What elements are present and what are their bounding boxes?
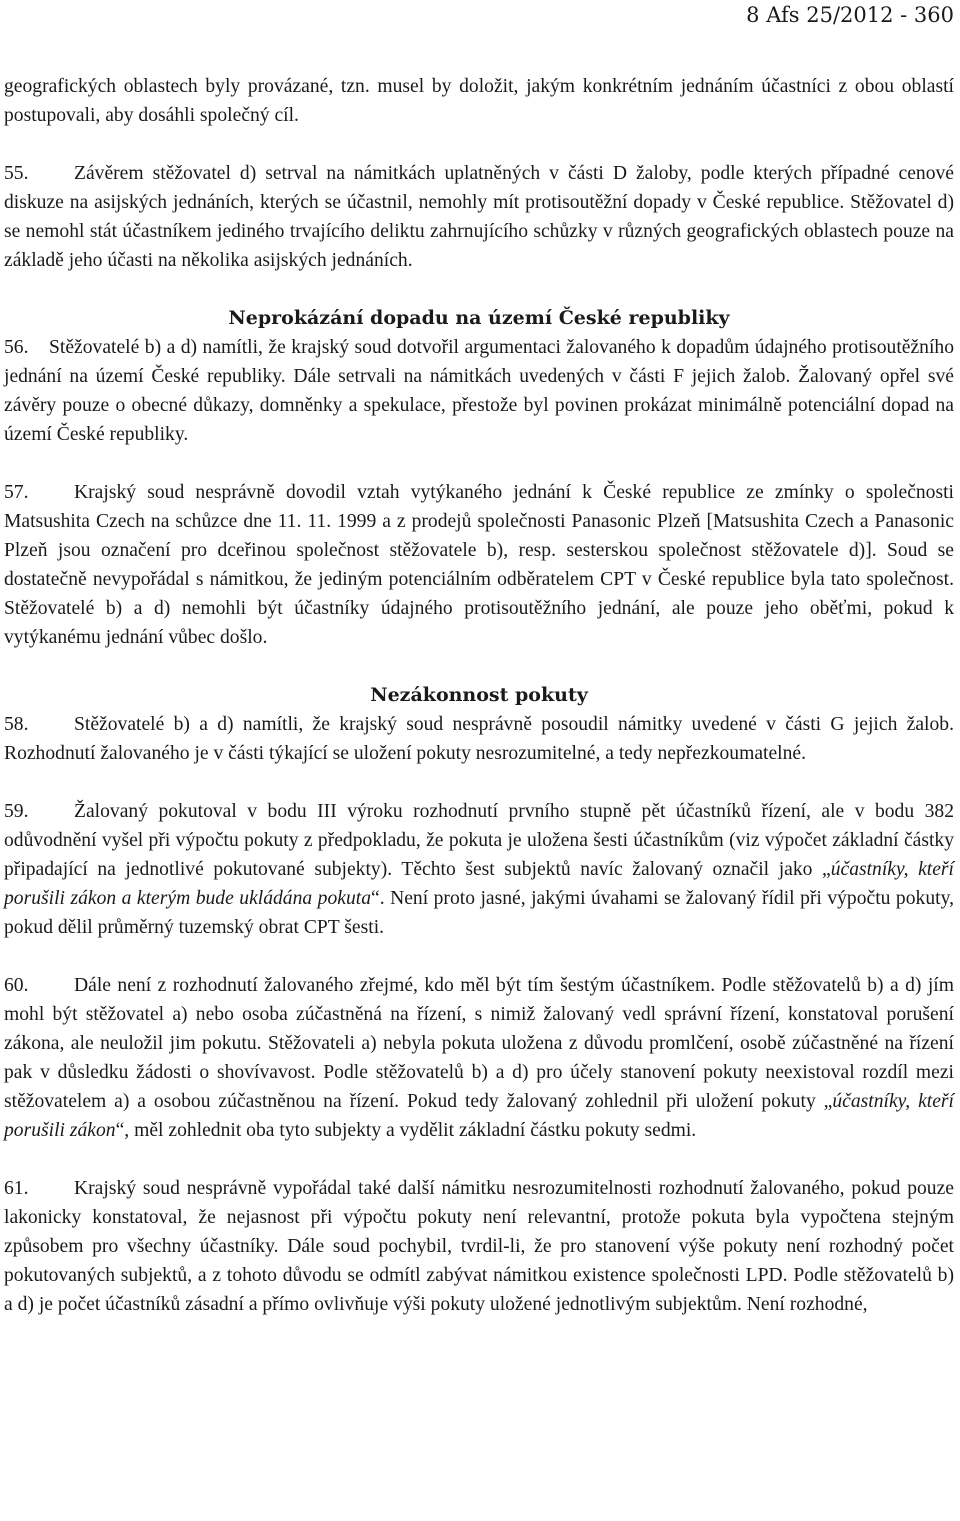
paragraph-number: 61. xyxy=(4,1178,29,1199)
document-body xyxy=(4,72,954,1319)
paragraph-54-continuation: geografických oblastech byly provázané, tzn. musel by doložit, jakým konkrétním jednáním účastníci z obou oblastí postupovali, aby dosáhli společný cíl. xyxy=(4,76,954,126)
paragraph-61 xyxy=(4,1174,954,1319)
paragraph-56 xyxy=(4,333,954,449)
paragraph-number: 56. xyxy=(4,337,29,358)
paragraph-number: 58. xyxy=(4,714,29,735)
paragraph-60 xyxy=(4,971,954,1145)
section-heading-territory: Neprokázání dopadu na území České republiky xyxy=(228,307,730,329)
paragraph-text: Dále není z rozhodnutí žalovaného zřejmé, kdo měl být tím šestým účastníkem. Podle stěžovatelů b) a d) jím mohl být stěžovatel a) nebo osoba zúčastněná na řízení, s nimiž žalovaný vedl správní řízení, konstatoval porušení zákona, ale neuložil jim pokutu. Stěžovateli a) nebyla pokuta uložena z důvodu promlčení, osobě zúčastněné na řízení pak v důsledku žádosti o shovívavost. Podle stěžovatelů b) a d) pro účely stanovení pokuty neexistoval rozdíl mezi stěžovatelem a) a osobou zúčastněnou na řízení. Pokud tedy žalovaný zohlednil při uložení pokuty „ xyxy=(4,975,954,1112)
section-heading-fine: Nezákonnost pokuty xyxy=(370,684,588,706)
quoted-phrase: účastníky, kteří porušili zákon a kterým bude ukládána pokuta xyxy=(4,859,954,909)
paragraph-text: Stěžovatelé b) a d) namítli, že krajský soud nesprávně posoudil námitky uvedené v části G jejich žalob. Rozhodnutí žalovaného je v části týkající se uložení pokuty nesrozumitelné, a tedy nepřezkoumatelné. xyxy=(4,714,954,764)
case-number-header: 8 Afs 25/2012 - 360 xyxy=(746,3,954,27)
quoted-phrase: účastníky, kteří porušili zákon xyxy=(4,1091,954,1141)
paragraph-text: “. Není proto jasné, jakými úvahami se žalovaný řídil při výpočtu pokuty, pokud dělil průměrný tuzemský obrat CPT šesti. xyxy=(4,888,954,938)
paragraph-text: Závěrem stěžovatel d) setrval na námitkách uplatněných v části D žaloby, podle kterých případné cenové diskuze na asijských jednáních, kterých se účastnil, nemohly mít protisoutěžní dopady v České republice. Stěžovatel d) se nemohl stát účastníkem jediného trvajícího deliktu zahrnujícího schůzky v různých geografických oblastech pouze na základě jeho účasti na několika asijských jednáních. xyxy=(4,163,954,271)
paragraph-55 xyxy=(4,159,954,275)
paragraph-number: 57. xyxy=(4,482,29,503)
paragraph-text: Žalovaný pokutoval v bodu III výroku rozhodnutí prvního stupně pět účastníků řízení, ale v bodu 382 odůvodnění vyšel při výpočtu pokuty z předpokladu, že pokuta je uložena šesti účastníkům (viz výpočet základní částky připadající na jednotlivé pokutované subjekty). Těchto šest subjektů navíc žalovaný označil jako „ xyxy=(4,801,954,880)
paragraph-text: Krajský soud nesprávně vypořádal také další námitku nesrozumitelnosti rozhodnutí žalovaného, pokud pouze lakonicky konstatoval, že nejasnost při výpočtu pokuty není relevantní, protože pokuta byla vypočtena stejným způsobem pro všechny účastníky. Dále soud pochybil, tvrdil-li, že pro stanovení výše pokuty není rozhodný počet pokutovaných subjektů, a z tohoto důvodu se odmítl zabývat námitkou existence společnosti LPD. Podle stěžovatelů b) a d) je počet účastníků zásadní a přímo ovlivňuje výši pokuty uložené jednotlivým subjektům. Není rozhodné, xyxy=(4,1178,954,1315)
paragraph-number: 60. xyxy=(4,975,29,996)
paragraph-text: Krajský soud nesprávně dovodil vztah vytýkaného jednání k České republice ze zmínky o společnosti Matsushita Czech na schůzce dne 11. 11. 1999 a z prodejů společnosti Panasonic Plzeň [Matsushita Czech a Panasonic Plzeň jsou označení pro dceřinou společnost stěžovatele b), resp. sesterskou společnost stěžovatele d)]. Soud se dostatečně nevypořádal s námitkou, že jediným potenciálním odběratelem CPT v České republice byla tato společnost. Stěžovatelé b) a d) nemohli být účastníky údajného protisoutěžního jednání, ale pouze jeho oběťmi, pokud k vytýkanému jednání vůbec došlo. xyxy=(4,482,954,648)
paragraph-number: 59. xyxy=(4,801,29,822)
paragraph-number: 55. xyxy=(4,163,29,184)
paragraph-text: “, měl zohlednit oba tyto subjekty a vydělit základní částku pokuty sedmi. xyxy=(115,1120,697,1141)
paragraph-57 xyxy=(4,478,954,652)
paragraph-59 xyxy=(4,797,954,942)
paragraph-text: Stěžovatelé b) a d) namítli, že krajský soud dotvořil argumentaci žalovaného k dopadům údajného protisoutěžního jednání na území České republiky. Dále setrvali na námitkách uvedených v části F jejich žalob. Žalovaný opřel své závěry pouze o obecné důkazy, domněnky a spekulace, přestože byl povinen prokázat minimálně potenciální dopad na území České republiky. xyxy=(4,337,954,445)
paragraph-58 xyxy=(4,710,954,768)
